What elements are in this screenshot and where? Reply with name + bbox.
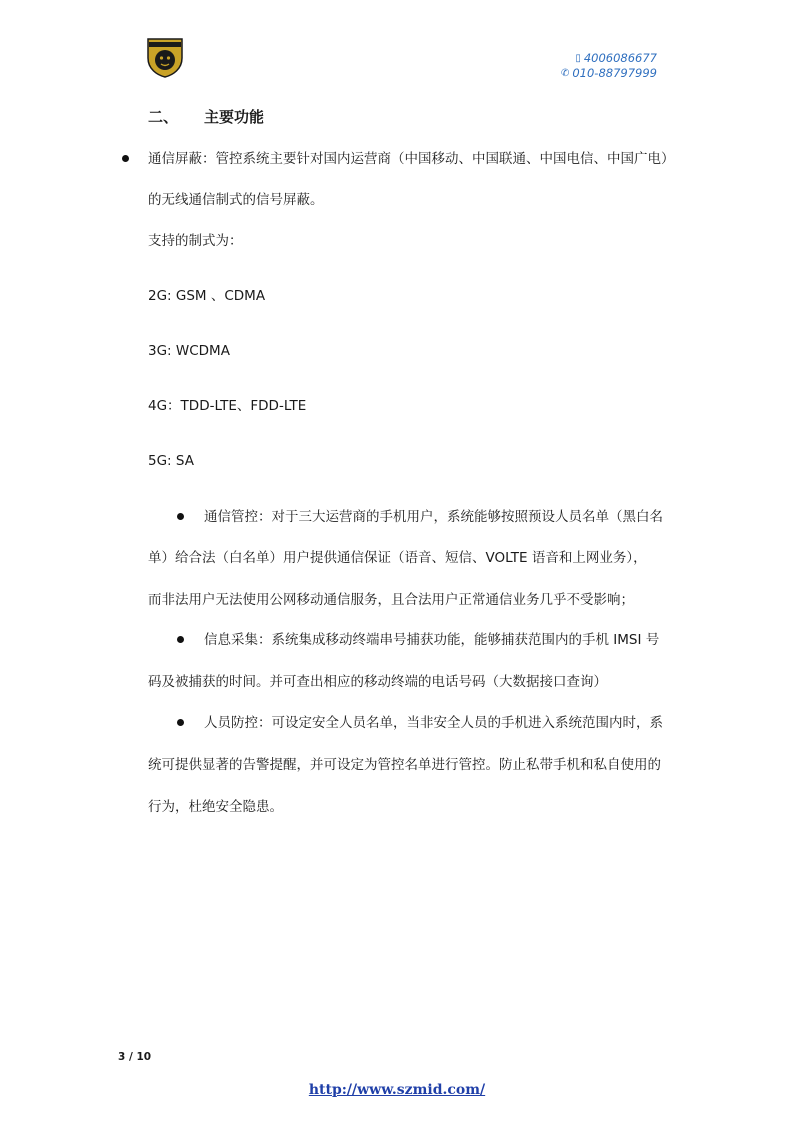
section-heading bbox=[148, 106, 264, 127]
supported-standards-label: 支持的制式为： bbox=[148, 233, 243, 249]
landline-number: 010-88797999 bbox=[572, 66, 657, 80]
telephone-handset-icon: ✆ bbox=[560, 68, 570, 79]
hotline-number: 4006086677 bbox=[583, 51, 657, 65]
section-number: 二、 bbox=[148, 108, 179, 126]
info-collect-line-1: 信息采集：系统集成移动终端串号捕获功能，能够捕获范围内的手机 IMSI 号 bbox=[204, 632, 660, 648]
bullet-icon bbox=[177, 636, 184, 643]
bullet-icon bbox=[177, 719, 184, 726]
section-title: 主要功能 bbox=[204, 108, 265, 126]
company-logo bbox=[145, 36, 185, 78]
signal-shield-line-1: 通信屏蔽：管控系统主要针对国内运营商（中国移动、中国联通、中国电信、中国广电） bbox=[148, 151, 675, 167]
mobile-phone-icon: ▯ bbox=[575, 53, 581, 64]
bullet-icon bbox=[122, 155, 129, 162]
personnel-control-line-3: 行为，杜绝安全隐患。 bbox=[148, 799, 283, 815]
standard-5g: 5G: SA bbox=[148, 453, 194, 469]
page-number: 3 / 10 bbox=[118, 1051, 152, 1063]
signal-shield-line-2: 的无线通信制式的信号屏蔽。 bbox=[148, 192, 324, 208]
personnel-control-line-2: 统可提供显著的告警提醒，并可设定为管控名单进行管控。防止私带手机和私自使用的 bbox=[148, 757, 661, 773]
info-collect-line-2: 码及被捕获的时间。并可查出相应的移动终端的电话号码（大数据接口查询） bbox=[148, 674, 607, 690]
comm-control-line-1: 通信管控：对于三大运营商的手机用户，系统能够按照预设人员名单（黑白名 bbox=[204, 509, 663, 525]
standard-4g: 4G：TDD-LTE、FDD-LTE bbox=[148, 398, 307, 414]
standard-3g: 3G: WCDMA bbox=[148, 343, 230, 359]
contact-info bbox=[561, 51, 657, 81]
comm-control-line-3: 而非法用户无法使用公网移动通信服务，且合法用户正常通信业务几乎不受影响； bbox=[148, 592, 634, 608]
bullet-icon bbox=[177, 513, 184, 520]
comm-control-line-2: 单）给合法（白名单）用户提供通信保证（语音、短信、VOLTE 语音和上网业务）， bbox=[148, 550, 647, 566]
website-link[interactable]: http://www.szmid.com/ bbox=[308, 1082, 486, 1098]
standard-2g: 2G: GSM 、CDMA bbox=[148, 288, 266, 304]
personnel-control-line-1: 人员防控：可设定安全人员名单，当非安全人员的手机进入系统范围内时，系 bbox=[204, 715, 663, 731]
